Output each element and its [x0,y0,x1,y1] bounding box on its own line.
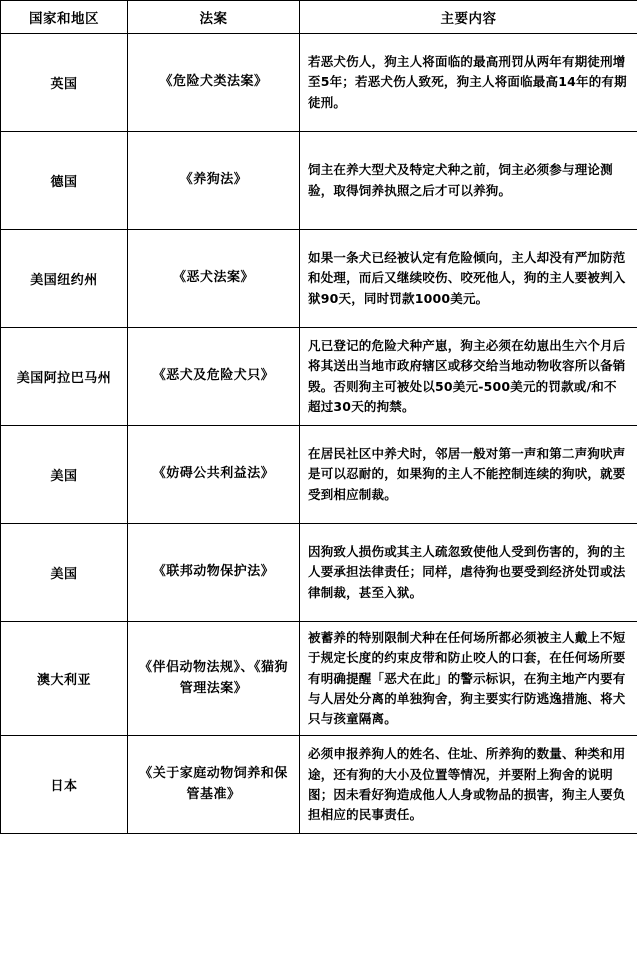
cell-region: 美国纽约州 [1,230,128,328]
cell-region: 美国阿拉巴马州 [1,328,128,426]
cell-act: 《养狗法》 [128,132,300,230]
cell-region: 美国 [1,524,128,622]
cell-content: 被蓄养的特别限制犬种在任何场所都必须被主人戴上不短于规定长度的约束皮带和防止咬人的口套，在任何场所要有明确提醒「恶犬在此」的警示标识，在狗主地产内要有与人居处分离的单独狗舍，狗主要实行防逃逸措施、将犬只与孩童隔离。 [300,622,637,736]
column-header-act: 法案 [128,1,300,34]
table-row [1,426,637,524]
column-header-content: 主要内容 [300,1,637,34]
cell-act: 《恶犬及危险犬只》 [128,328,300,426]
cell-region: 美国 [1,426,128,524]
cell-region: 英国 [1,34,128,132]
cell-content: 凡已登记的危险犬种产崽，狗主必须在幼崽出生六个月后将其送出当地市政府辖区或移交给当地动物收容所以备销毁。否则狗主可被处以50美元-500美元的罚款或/和不超过30天的拘禁。 [300,328,637,426]
cell-act: 《关于家庭动物饲养和保管基准》 [128,736,300,834]
table-row [1,132,637,230]
cell-content: 若恶犬伤人，狗主人将面临的最高刑罚从两年有期徒刑增至5年；若恶犬伤人致死，狗主人将面临最高14年的有期徒刑。 [300,34,637,132]
table-row [1,736,637,834]
cell-content: 如果一条犬已经被认定有危险倾向，主人却没有严加防范和处理，而后又继续咬伤、咬死他人，狗的主人要被判入狱90天，同时罚款1000美元。 [300,230,637,328]
cell-act: 《恶犬法案》 [128,230,300,328]
table-header [1,1,637,34]
cell-content: 饲主在养大型犬及特定犬种之前，饲主必须参与理论测验，取得饲养执照之后才可以养狗。 [300,132,637,230]
cell-act: 《联邦动物保护法》 [128,524,300,622]
cell-content: 在居民社区中养犬时，邻居一般对第一声和第二声狗吠声是可以忍耐的，如果狗的主人不能控制连续的狗吠，就要受到相应制裁。 [300,426,637,524]
cell-act: 《危险犬类法案》 [128,34,300,132]
table-row [1,622,637,736]
column-header-region: 国家和地区 [1,1,128,34]
cell-region: 澳大利亚 [1,622,128,736]
table-row [1,230,637,328]
table-body [1,34,637,834]
cell-act: 《妨碍公共利益法》 [128,426,300,524]
cell-content: 必须申报养狗人的姓名、住址、所养狗的数量、种类和用途，还有狗的大小及位置等情况，并要附上狗舍的说明图；因未看好狗造成他人人身或物品的损害，狗主人要负担相应的民事责任。 [300,736,637,834]
cell-region: 日本 [1,736,128,834]
cell-content: 因狗致人损伤或其主人疏忽致使他人受到伤害的，狗的主人要承担法律责任；同样，虐待狗也要受到经济处罚或法律制裁，甚至入狱。 [300,524,637,622]
table-row [1,328,637,426]
table-header-row [1,1,637,34]
table-row [1,34,637,132]
table-row [1,524,637,622]
cell-act: 《伴侣动物法规》、《猫狗管理法案》 [128,622,300,736]
cell-region: 德国 [1,132,128,230]
